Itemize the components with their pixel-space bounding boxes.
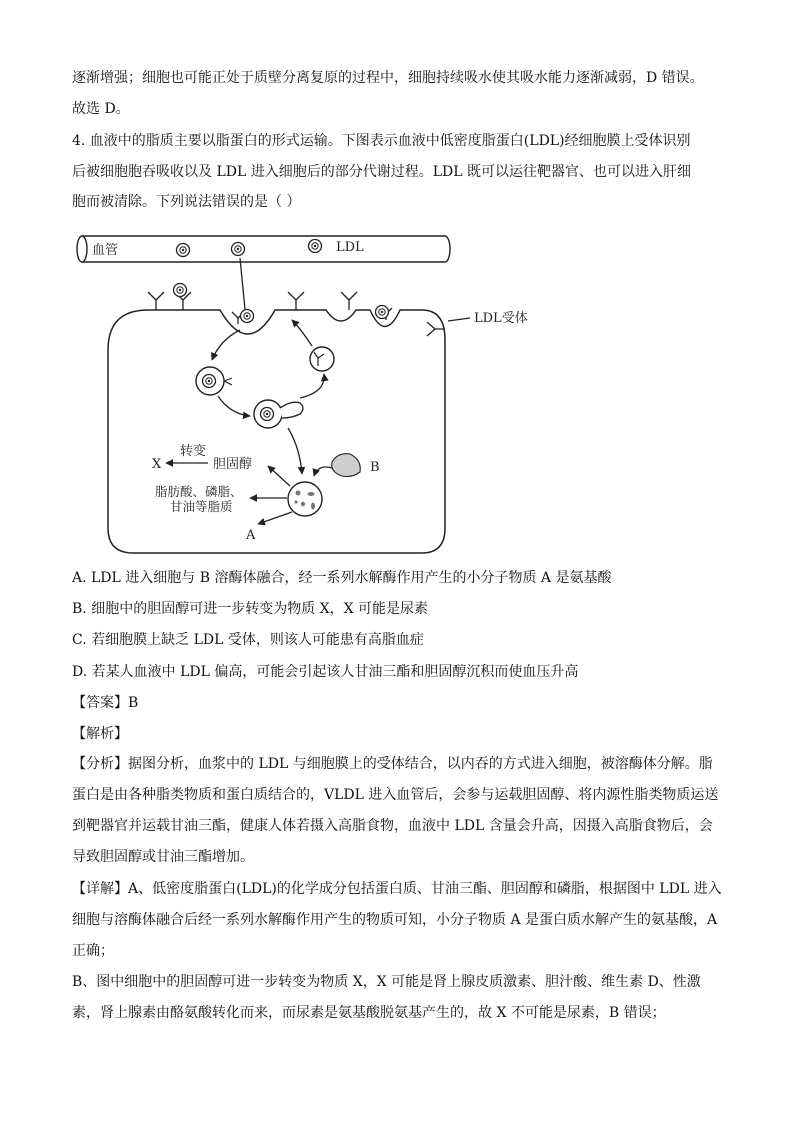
lipids-label-line-2: 甘油等脂质 [170, 499, 233, 514]
option-a: A. LDL 进入细胞与 B 溶酶体融合，经一系列水解酶作用产生的小分子物质 A 是氨基酸 [72, 570, 612, 586]
fenxi-tag: 【分析】 [72, 756, 128, 772]
ldl-particle [232, 243, 245, 256]
analysis-paragraph [72, 749, 722, 873]
question-stem-line-1: 4. 血液中的脂质主要以脂蛋白的形式运输。下图表示血液中低密度脂蛋白(LDL)经细胞膜上受体识别 [72, 133, 691, 149]
cholesterol-label: 胆固醇 [213, 457, 253, 472]
bound-ldl [174, 284, 187, 297]
ldl-particle [309, 240, 322, 253]
recycling-vesicle [310, 347, 334, 371]
ldl-label: LDL [336, 240, 364, 255]
receptors [148, 292, 445, 336]
lipids-label-line-1: 脂肪酸、磷脂、 [155, 484, 243, 499]
prev-answer-line-1: 逐渐增强；细胞也可能正处于质壁分离复原的过程中，细胞持续吸水使其吸水能力逐渐减弱，D 错误。 [72, 70, 704, 86]
bound-ldl [241, 310, 254, 323]
detail-paragraph-a [72, 874, 722, 967]
xiangjie-tag: 【详解】 [72, 881, 128, 897]
analysis-tag: 【解析】 [72, 726, 128, 742]
endocytic-vesicle [196, 367, 232, 395]
question-stem-line-2: 后被细胞胞吞吸收以及 LDL 进入细胞后的部分代谢过程。LDL 既可以运往靶器官、也可以进入肝细 [72, 164, 691, 180]
detail-paragraph-b: B、图中细胞中的胆固醇可进一步转变为物质 X，X 可能是肾上腺皮质激素、胆汁酸、维生素 D、性激素，肾上腺素由酪氨酸转化而来，而尿素是氨基酸脱氨基产生的，故 X 不可能是尿素，B 错误； [72, 974, 701, 1021]
xiangjie-a-text: A、低密度脂蛋白(LDL)的化学成分包括蛋白质、甘油三酯、胆固醇和磷脂，根据图中 LDL 进入细胞与溶酶体融合后经一系列水解酶作用产生的物质可知，小分子物质 A 是蛋白质水解产生的氨基酸，A 正确； [72, 881, 722, 959]
fenxi-text: 据图分析，血浆中的 LDL 与细胞膜上的受体结合，以内吞的方式进入细胞，被溶酶体分解。脂蛋白是由各种脂类物质和蛋白质结合的，VLDL 进入血管后，会参与运载胆固醇、将内源性脂类物质运送到靶器官并运载甘油三酯，健康人体若摄入高脂食物，血液中 LDL 含量会升高，因摄入高脂食物后，会导致胆固醇或甘油三酯增加。 [72, 756, 719, 865]
option-c: C. 若细胞膜上缺乏 LDL 受体，则该人可能患有高脂血症 [72, 632, 424, 648]
bound-ldl [376, 306, 389, 319]
fused-vesicle [254, 400, 303, 428]
option-b: B. 细胞中的胆固醇可进一步转变为物质 X，X 可能是尿素 [72, 601, 429, 617]
convert-label: 转变 [180, 444, 207, 459]
digestive-vesicle [288, 482, 322, 516]
question-stem-line-3: 胞而被清除。下列说法错误的是（ ） [72, 194, 301, 210]
b-label: B [370, 460, 380, 475]
option-d: D. 若某人血液中 LDL 偏高，可能会引起该人甘油三酯和胆固醇沉积而使血压升高 [72, 664, 579, 680]
ldl-metabolism-diagram [60, 228, 528, 568]
x-label: X [152, 457, 162, 472]
a-label: A [246, 528, 256, 543]
lysosome-b [332, 454, 361, 477]
vessel-label: 血管 [92, 243, 119, 258]
answer-tag: 【答案】 [72, 695, 128, 711]
answer-value: B [128, 695, 139, 711]
answer-line [72, 693, 138, 713]
ldl-particle [177, 244, 190, 257]
prev-answer-line-2: 故选 D。 [72, 101, 130, 117]
blood-vessel [77, 236, 450, 262]
cell-membrane [108, 310, 445, 553]
receptor-label: LDL受体 [474, 311, 528, 326]
